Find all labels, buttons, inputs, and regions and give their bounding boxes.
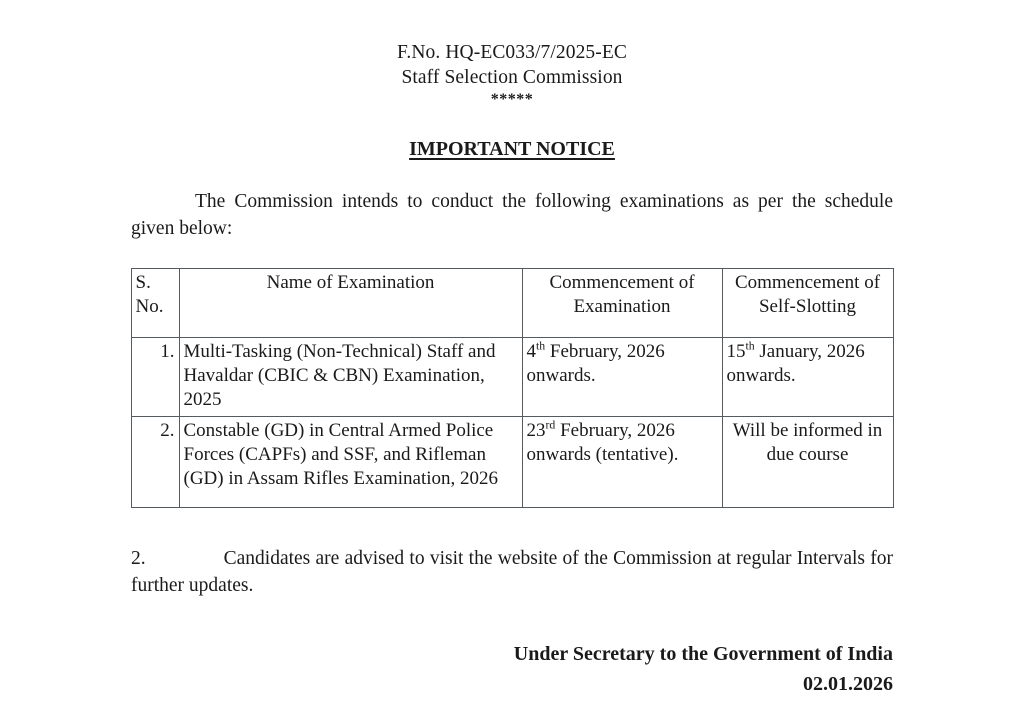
signature-designation: Under Secretary to the Government of India — [513, 643, 893, 665]
file-number: F.No. HQ-EC033/7/2025-EC — [397, 42, 627, 63]
column-header-commencement-exam — [522, 269, 722, 338]
slot-date-rest: January, 2026 onwards. — [726, 341, 865, 386]
closing-paragraph — [131, 545, 893, 599]
closing-number: 2. — [131, 548, 146, 569]
cell-commencement-slotting — [722, 417, 893, 508]
table-row — [131, 338, 893, 417]
intro-paragraph: The Commission intends to conduct the following examinations as per the schedule given below: — [131, 191, 893, 239]
cell-examination-name: Multi-Tasking (Non-Technical) Staff and Havaldar (CBIC & CBN) Examination, 2025 — [179, 338, 522, 417]
column-header-sno-line2: No. — [135, 296, 164, 317]
column-header-sno-line1: S. — [135, 272, 151, 293]
slot-date-day: 15 — [726, 341, 746, 362]
exam-date-rest: February, 2026 onwards. — [526, 341, 665, 386]
column-header-name: Name of Examination — [179, 269, 522, 338]
organisation-name: Staff Selection Commission — [401, 67, 623, 88]
exam-date-rest: February, 2026 onwards (tentative). — [526, 420, 679, 465]
cell-commencement-exam — [522, 338, 722, 417]
examination-schedule-table — [131, 268, 894, 508]
closing-block — [131, 545, 893, 599]
exam-date-day: 23 — [526, 420, 546, 441]
cell-examination-name: Constable (GD) in Central Armed Police Forces (CAPFs) and SSF, and Rifleman (GD) in Assam Rifles Examination, 2026 — [179, 417, 522, 508]
intro-block — [131, 188, 893, 242]
signature-date: 02.01.2026 — [803, 673, 893, 695]
document-header — [0, 0, 1024, 110]
exam-date-ordinal: th — [536, 339, 546, 353]
exam-date-ordinal: rd — [545, 418, 556, 432]
signature-block — [131, 639, 893, 699]
page-title: IMPORTANT NOTICE — [409, 138, 615, 160]
column-header-exam-line2: Examination — [573, 296, 671, 317]
exam-date-day: 4 — [526, 341, 536, 362]
cell-sno: 1. — [131, 338, 179, 417]
slot-date-ordinal: th — [745, 339, 755, 353]
column-header-slot-line2: of Self-Slotting — [758, 272, 881, 317]
slot-date-rest: Will be informed in due course — [732, 420, 883, 465]
table-header-row — [131, 269, 893, 338]
closing-text: Candidates are advised to visit the website of the Commission at regular Intervals for further updates. — [131, 548, 893, 596]
column-header-exam-line1: Commencement of — [549, 272, 695, 293]
cell-commencement-slotting — [722, 338, 893, 417]
column-header-commencement-slotting — [722, 269, 893, 338]
column-header-slot-line1: Commencement — [734, 272, 860, 293]
cell-commencement-exam — [522, 417, 722, 508]
header-separator: ***** — [490, 91, 534, 108]
table-row — [131, 417, 893, 508]
column-header-sno — [131, 269, 179, 338]
cell-sno: 2. — [131, 417, 179, 508]
